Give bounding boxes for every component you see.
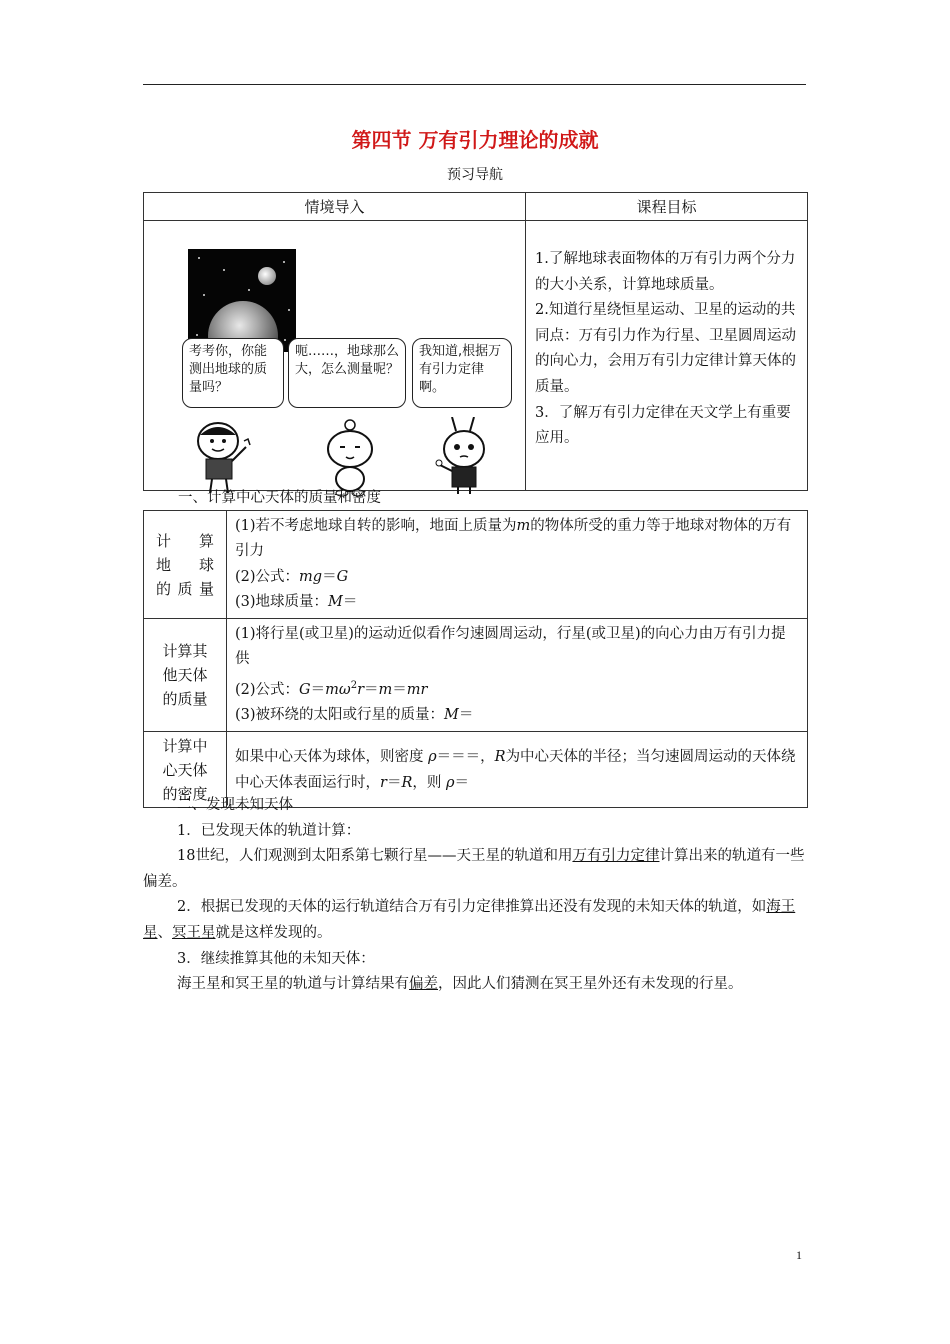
cartoon-boy-icon [188,417,260,495]
course-goals [526,221,808,491]
row-label-other-mass: 计算其他天体的质量 [144,619,227,732]
section2 [143,793,808,998]
earth-moon-photo [188,249,296,352]
speech-bubble-2: 呃……，地球那么大，怎么测量呢？ [288,338,406,408]
section2-item-1: 1．已发现天体的轨道计算： [177,822,361,839]
row-label-density: 计算中心天体的密度 [144,732,227,808]
table-row [144,619,808,732]
cartoon-baby-icon [322,417,382,497]
page-number: 1 [796,1248,802,1262]
page-title: 第四节 万有引力理论的成就 [351,128,599,152]
section2-heading: 二、发现未知天体 [177,797,293,813]
goal-2: 2.知道行星绕恒星运动、卫星的运动的共同点：万有引力作为行星、卫星圆周运动的向心力，会用万有引力定律计算天体的质量。 [535,302,796,395]
section2-para-2: 海王星和冥王星的轨道与计算结果有偏差，因此人们猜测在冥王星外还有未发现的行星。 [177,976,743,993]
page-subtitle: 预习导航 [447,167,503,183]
col-header-goals: 课程目标 [526,193,808,221]
section2-item-3: 3．继续推算其他的未知天体： [177,950,375,967]
speech-bubble-3: 我知道,根据万有引力定律啊。 [412,338,512,408]
row-content-other-mass: (1)将行星(或卫星)的运动近似看作匀速圆周运动，行星(或卫星)的向心力由万有引力提供 (2)公式：$G=m\omega^2r=m=mr$ (3)被环绕的太阳或行星的质量：M＝ [227,619,808,732]
preview-table [143,192,808,491]
situation-illustration [144,221,526,491]
goal-3: 3．了解万有引力定律在天文学上有重要应用。 [535,404,791,447]
header-rule [143,84,806,85]
row-content-earth-mass: (1)若不考虑地球自转的影响，地面上质量为m的物体所受的重力等于地球对物体的万有引力 (2)公式：mg＝G (3)地球质量：M＝ [227,511,808,619]
cartoon-bunny-icon [434,417,498,495]
col-header-situation: 情境导入 [144,193,526,221]
section2-para-1: 18世纪，人们观测到太阳系第七颗行星——天王星的轨道和用万有引力定律计算出来的轨道有一些偏差。 [143,848,805,890]
row-content-density: 如果中心天体为球体，则密度 ρ＝＝＝，R为中心天体的半径；当匀速圆周运动的天体绕中心天体表面运行时，r＝R，则 ρ＝ [227,732,808,808]
goal-1: 1.了解地球表面物体的万有引力两个分力的大小关系，计算地球质量。 [535,251,796,293]
moon-icon [258,267,276,285]
section2-item-2: 2．根据已发现的天体的运行轨道结合万有引力定律推算出还没有发现的未知天体的轨道，如海王星、冥王星就是这样发现的。 [143,899,796,941]
speech-bubble-1: 考考你，你能测出地球的质量吗？ [182,338,284,408]
section1-heading: 一、计算中心天体的质量和密度 [178,490,381,506]
mass-density-table [143,510,808,808]
row-label-earth-mass: 计 算地 球的质量 [144,511,227,619]
table-row [144,511,808,619]
